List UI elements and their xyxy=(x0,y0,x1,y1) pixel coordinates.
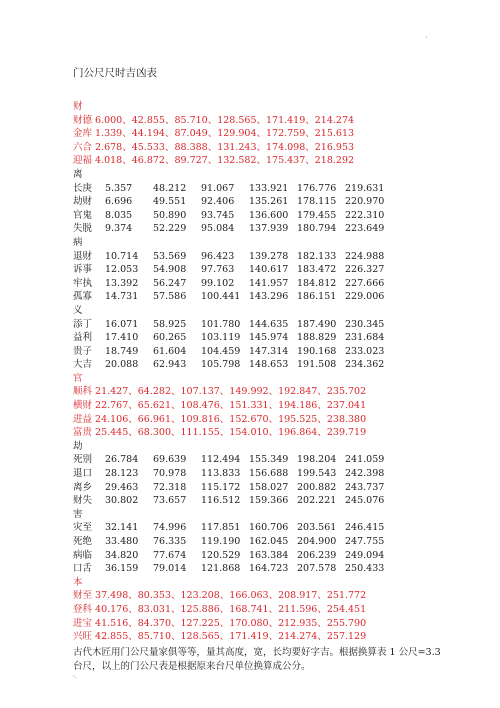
table-row xyxy=(73,209,443,223)
row-value: 135.261 xyxy=(249,196,289,208)
row-value: 20.088 xyxy=(105,359,139,371)
row-name: 益利 xyxy=(73,332,93,344)
table-row xyxy=(73,467,443,481)
row-value: 180.794 xyxy=(297,223,337,235)
row-name: 退财 xyxy=(73,250,93,262)
row-value: 224.988 xyxy=(345,250,385,262)
row-value: 95.084 xyxy=(201,223,235,235)
table-row xyxy=(73,345,443,359)
red-value-line: 富贵 25.445、68.300、111.155、154.010、196.864、239.719 xyxy=(73,427,367,439)
row-value: 199.543 xyxy=(297,468,337,480)
row-value: 144.635 xyxy=(249,318,289,330)
table-row xyxy=(73,358,443,372)
table-row xyxy=(73,453,443,467)
row-value: 155.349 xyxy=(249,454,289,466)
row-value: 97.763 xyxy=(201,264,235,276)
row-name: 牢执 xyxy=(73,277,93,289)
footer-mark: '· xyxy=(73,675,77,682)
row-name: 灾至 xyxy=(73,522,93,534)
row-value: 222.310 xyxy=(345,209,385,221)
row-value: 61.604 xyxy=(153,345,187,357)
row-value: 103.119 xyxy=(201,332,241,344)
row-value: 121.868 xyxy=(201,563,241,575)
row-value: 10.714 xyxy=(105,250,139,262)
row-value: 91.067 xyxy=(201,182,235,194)
row-value: 229.006 xyxy=(345,291,385,303)
table-row xyxy=(73,521,443,535)
row-name: 孤寡 xyxy=(73,291,93,303)
row-name: 死别 xyxy=(73,454,93,466)
row-value: 204.900 xyxy=(297,536,337,547)
red-value-line: 兴旺 42.855、85.710、128.565、171.419、214.274、257.129 xyxy=(73,631,367,643)
row-value: 176.776 xyxy=(297,182,337,194)
row-value: 226.327 xyxy=(345,264,385,276)
table-row xyxy=(73,290,443,304)
row-value: 156.688 xyxy=(249,468,289,480)
row-value: 8.035 xyxy=(105,209,133,221)
red-value-line: 财德 6.000、42.855、85.710、128.565、171.419、214.274 xyxy=(73,114,355,126)
red-value-line: 进益 24.106、66.961、109.816、152.670、195.525、238.380 xyxy=(73,413,367,425)
row-value: 69.639 xyxy=(153,454,187,466)
red-value-line: 横财 22.767、65.621、108.476、151.331、194.186、237.041 xyxy=(73,400,367,412)
row-value: 200.882 xyxy=(297,481,337,493)
row-value: 16.071 xyxy=(105,318,139,330)
row-value: 49.551 xyxy=(153,196,187,208)
row-name: 劫财 xyxy=(73,196,93,208)
row-value: 202.221 xyxy=(297,495,337,507)
row-value: 13.392 xyxy=(105,277,139,289)
row-value: 179.455 xyxy=(297,209,337,221)
row-value: 187.490 xyxy=(297,318,337,330)
row-value: 33.480 xyxy=(105,536,139,547)
row-value: 198.204 xyxy=(297,454,337,466)
row-value: 120.529 xyxy=(201,549,241,561)
row-value: 74.996 xyxy=(153,522,187,534)
row-value: 207.578 xyxy=(297,563,337,575)
table-row xyxy=(73,195,443,209)
row-value: 115.172 xyxy=(201,481,241,493)
row-value: 77.674 xyxy=(153,549,187,561)
row-value: 28.123 xyxy=(105,468,139,480)
row-value: 113.833 xyxy=(201,468,241,480)
table-row xyxy=(73,481,443,495)
table-row xyxy=(73,549,443,563)
row-value: 188.829 xyxy=(297,332,337,344)
row-value: 48.212 xyxy=(153,182,187,194)
row-value: 96.423 xyxy=(201,250,235,262)
red-value-line: 金库 1.339、44.194、87.049、129.904、172.759、215.613 xyxy=(73,128,355,140)
row-value: 92.406 xyxy=(201,196,235,208)
row-value: 53.569 xyxy=(153,250,187,262)
row-value: 242.398 xyxy=(345,468,385,480)
row-name: 官鬼 xyxy=(73,209,93,221)
table-row xyxy=(73,222,443,236)
row-value: 93.745 xyxy=(201,209,235,221)
table-row xyxy=(73,250,443,264)
row-value: 54.908 xyxy=(153,264,187,276)
table-row xyxy=(73,318,443,332)
row-value: 246.415 xyxy=(345,522,385,534)
row-value: 249.094 xyxy=(345,549,385,561)
row-value: 182.133 xyxy=(297,250,337,262)
row-value: 73.657 xyxy=(153,495,187,507)
table-row xyxy=(73,494,443,508)
row-value: 34.820 xyxy=(105,549,139,561)
row-value: 119.190 xyxy=(201,536,241,547)
row-value: 57.586 xyxy=(153,291,187,303)
section-label: 义 xyxy=(73,304,83,316)
row-value: 32.141 xyxy=(105,522,139,534)
row-value: 178.115 xyxy=(297,196,337,208)
row-value: 50.890 xyxy=(153,209,187,221)
row-value: 247.755 xyxy=(345,536,385,547)
section-label: 离 xyxy=(73,168,83,180)
row-value: 56.247 xyxy=(153,277,187,289)
row-name: 添丁 xyxy=(73,318,93,330)
red-value-line: 进宝 41.516、84.370、127.225、170.080、212.935、255.790 xyxy=(73,617,367,629)
section-label: 财 xyxy=(73,101,83,112)
row-value: 70.978 xyxy=(153,468,187,480)
row-value: 158.027 xyxy=(249,481,289,493)
row-value: 100.441 xyxy=(201,291,241,303)
row-value: 159.366 xyxy=(249,495,289,507)
row-value: 164.723 xyxy=(249,563,289,575)
row-value: 52.229 xyxy=(153,223,187,235)
row-value: 163.384 xyxy=(249,549,289,561)
row-value: 76.335 xyxy=(153,536,187,547)
table-row xyxy=(73,535,443,549)
table-row xyxy=(73,331,443,345)
row-value: 101.780 xyxy=(201,318,241,330)
row-value: 230.345 xyxy=(345,318,385,330)
red-value-line: 登科 40.176、83.031、125.886、168.741、211.596、254.451 xyxy=(73,603,367,615)
row-value: 206.239 xyxy=(297,549,337,561)
row-value: 14.731 xyxy=(105,291,139,303)
table-row xyxy=(73,277,443,291)
row-value: 9.374 xyxy=(105,223,133,235)
row-value: 186.151 xyxy=(297,291,337,303)
red-value-line: 六合 2.678、45.533、88.388、131.243、174.098、216.953 xyxy=(73,141,355,153)
row-value: 105.798 xyxy=(201,359,241,371)
sections-container xyxy=(73,100,443,644)
row-value: 133.921 xyxy=(249,182,289,194)
red-value-line: 迎福 4.018、46.872、89.727、132.582、175.437、218.292 xyxy=(73,155,355,167)
row-value: 219.631 xyxy=(345,182,385,194)
row-value: 104.459 xyxy=(201,345,241,357)
row-value: 241.059 xyxy=(345,454,385,466)
row-value: 220.970 xyxy=(345,196,385,208)
row-name: 长庚 xyxy=(73,182,93,194)
row-value: 58.925 xyxy=(153,318,187,330)
row-value: 117.851 xyxy=(201,522,241,534)
row-value: 233.023 xyxy=(345,345,385,357)
section-label: 害 xyxy=(73,508,83,520)
red-value-line: 财至 37.498、80.353、123.208、166.063、208.917、251.772 xyxy=(73,590,367,602)
row-value: 147.314 xyxy=(249,345,289,357)
row-value: 141.957 xyxy=(249,277,289,289)
row-value: 26.784 xyxy=(105,454,139,466)
row-value: 184.812 xyxy=(297,277,337,289)
row-value: 99.102 xyxy=(201,277,235,289)
row-value: 250.433 xyxy=(345,563,385,575)
row-value: 62.943 xyxy=(153,359,187,371)
document-page xyxy=(73,54,443,675)
note-paragraph: 古代木匠用门公尺量家俱等等，量其高度，宽，长均要好字吉。根据换算表 1 公尺=3.3 台尺，以上的门公尺表是根据原来台尺单位换算成公分。 xyxy=(73,646,441,673)
table-row xyxy=(73,562,443,576)
row-name: 诉事 xyxy=(73,264,93,276)
row-value: 12.053 xyxy=(105,264,139,276)
row-value: 79.014 xyxy=(153,563,187,575)
section-label: 劫 xyxy=(73,440,83,452)
row-value: 160.706 xyxy=(249,522,289,534)
row-value: 116.512 xyxy=(201,495,241,507)
row-value: 231.684 xyxy=(345,332,385,344)
row-value: 60.265 xyxy=(153,332,187,344)
row-value: 112.494 xyxy=(201,454,241,466)
row-name: 退口 xyxy=(73,468,93,480)
row-name: 大吉 xyxy=(73,359,93,371)
row-value: 145.974 xyxy=(249,332,289,344)
row-name: 贵子 xyxy=(73,345,93,357)
row-name: 财失 xyxy=(73,495,93,507)
header-mark: ' xyxy=(425,36,427,43)
page-title: 门公尺尺时吉凶表 xyxy=(73,67,157,79)
row-value: 143.296 xyxy=(249,291,289,303)
section-label: 本 xyxy=(73,576,83,588)
row-value: 227.666 xyxy=(345,277,385,289)
row-value: 223.649 xyxy=(345,223,385,235)
row-value: 139.278 xyxy=(249,250,289,262)
row-value: 36.159 xyxy=(105,563,139,575)
row-name: 口舌 xyxy=(73,563,93,575)
row-value: 18.749 xyxy=(105,345,139,357)
row-value: 190.168 xyxy=(297,345,337,357)
row-value: 183.472 xyxy=(297,264,337,276)
row-value: 148.653 xyxy=(249,359,289,371)
row-value: 5.357 xyxy=(105,182,133,194)
row-name: 病临 xyxy=(73,549,93,561)
section-label: 病 xyxy=(73,236,83,248)
row-value: 29.463 xyxy=(105,481,139,493)
row-name: 离乡 xyxy=(73,481,93,493)
row-value: 162.045 xyxy=(249,536,289,547)
table-row xyxy=(73,263,443,277)
row-value: 30.802 xyxy=(105,495,139,507)
row-value: 72.318 xyxy=(153,481,187,493)
row-value: 137.939 xyxy=(249,223,289,235)
row-value: 243.737 xyxy=(345,481,385,493)
row-value: 6.696 xyxy=(105,196,133,208)
row-value: 245.076 xyxy=(345,495,385,507)
section-label: 官 xyxy=(73,372,83,384)
row-name: 死绝 xyxy=(73,536,93,547)
row-value: 136.600 xyxy=(249,209,289,221)
row-name: 失脱 xyxy=(73,223,93,235)
table-row xyxy=(73,182,443,196)
row-value: 17.410 xyxy=(105,332,139,344)
row-value: 140.617 xyxy=(249,264,289,276)
red-value-line: 顺科 21.427、64.282、107.137、149.992、192.847、235.702 xyxy=(73,386,367,398)
row-value: 191.508 xyxy=(297,359,337,371)
row-value: 234.362 xyxy=(345,359,385,371)
row-value: 203.561 xyxy=(297,522,337,534)
